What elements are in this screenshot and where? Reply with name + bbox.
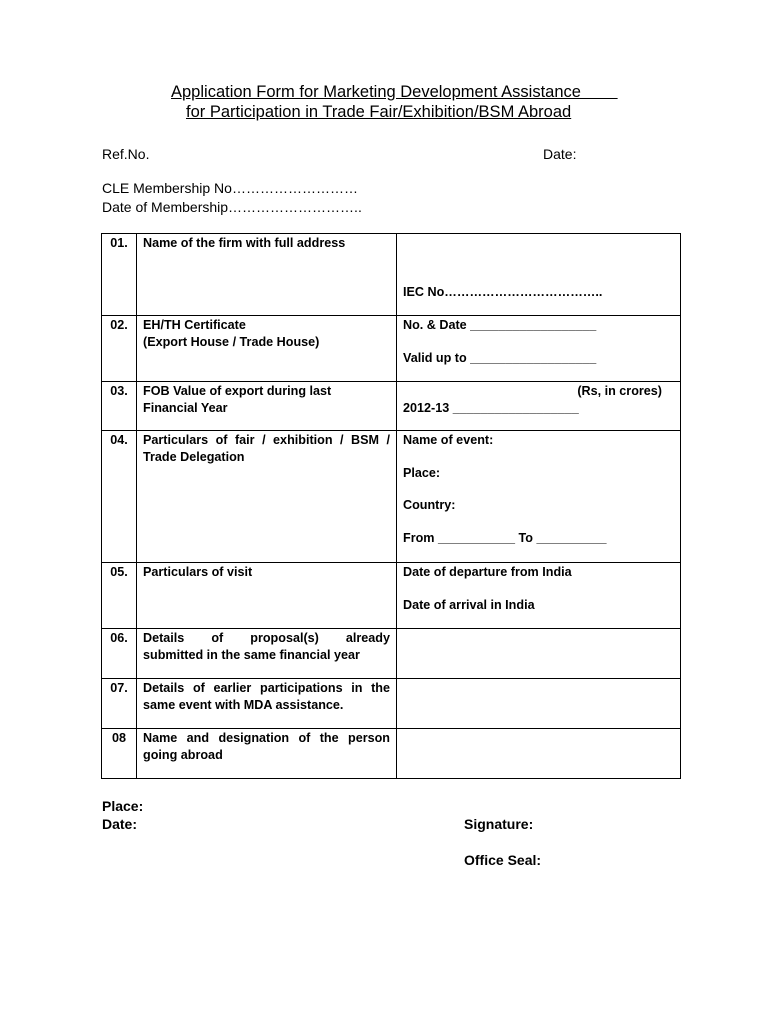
- row-number: 02.: [102, 316, 137, 382]
- row-number: 06.: [102, 629, 137, 679]
- event-particulars-field: Name of event: Place: Country: From ___________ To __________: [397, 431, 681, 563]
- footer-place-label: Place:: [102, 798, 144, 814]
- form-title-line-2: for Participation in Trade Fair/Exhibition/BSM Abroad: [186, 103, 572, 121]
- date-label: Date:: [543, 146, 577, 162]
- row-number: 07.: [102, 679, 137, 729]
- row-description: EH/TH Certificate (Export House / Trade House): [137, 316, 397, 382]
- table-row: [102, 629, 681, 679]
- visit-dates-field: Date of departure from India Date of arrival in India: [397, 563, 681, 629]
- table-row: [102, 382, 681, 431]
- signature-label: Signature:: [464, 816, 534, 832]
- table-row: [102, 679, 681, 729]
- row-number: 08: [102, 729, 137, 779]
- row-description: Name of the firm with full address: [137, 234, 397, 316]
- date-of-membership-field: Date of Membership………………………..: [102, 199, 362, 215]
- row-description: FOB Value of export during last Financial Year: [137, 382, 397, 431]
- ref-no-label: Ref.No.: [102, 146, 150, 162]
- row-description: Details of earlier participations in the same event with MDA assistance.: [137, 679, 397, 729]
- firm-name-address-field: IEC No………………………………..: [397, 234, 681, 316]
- row-description: Particulars of visit: [137, 563, 397, 629]
- row-number: 03.: [102, 382, 137, 431]
- table-row: [102, 316, 681, 382]
- footer-date-label: Date:: [102, 816, 138, 832]
- row-number: 05.: [102, 563, 137, 629]
- row-number: 01.: [102, 234, 137, 316]
- row-description: Particulars of fair / exhibition / BSM / Trade Delegation: [137, 431, 397, 563]
- cle-membership-field: CLE Membership No………………………: [102, 180, 358, 196]
- office-seal-label: Office Seal:: [464, 852, 542, 868]
- form-title-line-1: Application Form for Marketing Development Assistance: [171, 83, 618, 101]
- ehth-certificate-field: No. & Date __________________ Valid up to __________________: [397, 316, 681, 382]
- proposals-field: [397, 629, 681, 679]
- table-row: [102, 234, 681, 316]
- earlier-participations-field: [397, 679, 681, 729]
- fob-value-field: (Rs, in crores) 2012-13 __________________: [397, 382, 681, 431]
- row-description: Name and designation of the person going abroad: [137, 729, 397, 779]
- table-row: [102, 563, 681, 629]
- person-going-abroad-field: [397, 729, 681, 779]
- table-row: [102, 431, 681, 563]
- application-table: [101, 233, 681, 779]
- row-description: Details of proposal(s) already submitted in the same financial year: [137, 629, 397, 679]
- row-number: 04.: [102, 431, 137, 563]
- table-row: [102, 729, 681, 779]
